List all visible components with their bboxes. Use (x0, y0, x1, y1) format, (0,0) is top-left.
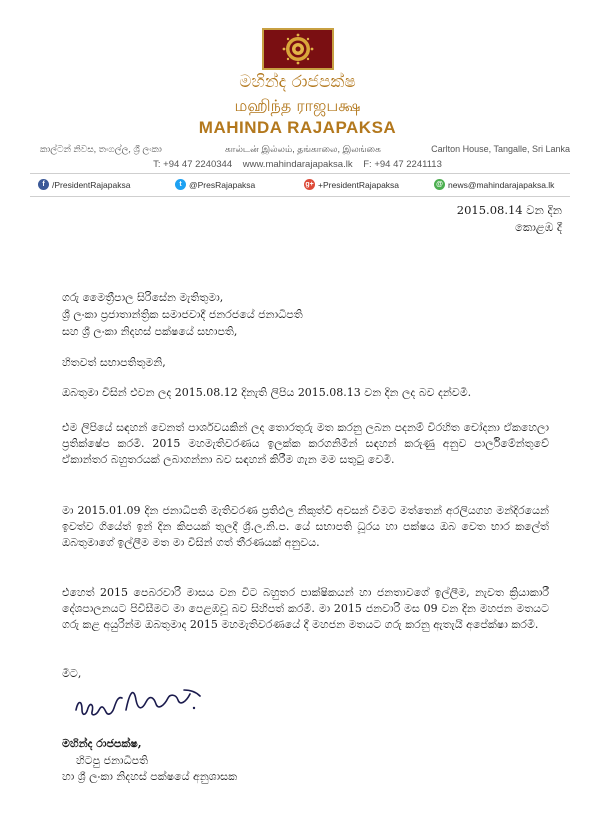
paragraph: මා 2015.01.09 දින ජනාධිපති මැතිවරණ ප්‍රතිඵල නිකුත්වී අවසන් වීමට මත්තෙන් අරලියගහ මන්දිරයෙන් ඉවත්ව ගියේත් ඉන් දින කිපයක් තුලදී ශ්‍රී.ල.නි.ප. යේ සභාපති ධූරය හා පක්ෂය ඔබ වෙත භාර කලේත් ඔබතුමාගේ ඉල්ලීම මත මා විසින් ගත් තීරණයක් අනුවය. (62, 504, 549, 550)
handwritten-signature (72, 680, 212, 730)
paragraph: එහෙත් 2015 පෙබරවාරි මාසය වන විට බහුතර පාක්ෂිකයන් හා ජනතාවගේ ඉල්ලීම, නැවත ක්‍රියාකාරී දේශපාලනයට පිවිසීමට මා පෙළඹවූ බව සිහිපත් කරමි. මා 2015 ජනවාරි මස 09 වන දින මහජන මතයට ගරු කළ අයුරින්ම ඔබතුමාද 2015 මහමැතිවරණයේ දී මහජන මතයට ගරු කරනු ඇතැයි අපේක්ෂා කරමි. (62, 586, 549, 632)
name-tamil: மஹிந்த ராஜபக்ஷ (234, 96, 361, 115)
letter-date: 2015.08.14 වන දින (456, 203, 562, 217)
letter-place: කොළඹ දී (514, 220, 562, 234)
address-row (30, 144, 570, 158)
address-sinhala: කාල්ටන් නිවස, තංගල්ල, ශ්‍රී ලංකා (40, 144, 162, 154)
facebook-icon: f (38, 179, 49, 190)
paragraph: ඔබතුමා විසින් එවන ලද 2015.08.12 දිනැති ලිපිය 2015.08.13 වන දින ලද බව දන්වමි. (62, 386, 472, 399)
social-bar (30, 173, 570, 197)
social-google-plus-text: +PresidentRajapaksa (318, 179, 400, 190)
signatory-title: හා ශ්‍රී ලංකා නිදහස් පක්ෂයේ අනුශාසක (62, 770, 238, 783)
lotus-emblem-icon (264, 30, 332, 68)
telephone: T: +94 47 2240344 (153, 159, 233, 170)
social-email[interactable] (434, 179, 554, 191)
social-facebook[interactable] (38, 179, 130, 191)
social-facebook-text: /PresidentRajapaksa (52, 179, 131, 190)
name-sinhala: මහින්ද රාජපක්ෂ (239, 72, 356, 92)
website-link[interactable]: www.mahindarajapaksa.lk (242, 159, 353, 170)
twitter-icon: t (175, 179, 186, 190)
email-icon: @ (434, 179, 445, 190)
social-email-text: news@mahindarajapaksa.lk (448, 179, 555, 190)
signatory-title: හිටපු ජනාධිපති (76, 753, 149, 767)
name-english: MAHINDA RAJAPAKSA (198, 118, 397, 137)
paragraph: එම ලිපියේ සඳහන් වෙනත් පාර්ශවයකින් ලද තොරතුරු මත කරනු ලබන පදනම් විරහිත චෝදනා ඒකහෙලා ප්‍රතික්ෂේප කරමි. 2015 මහමැතිවරණය ඉලක්ක කරගනිමින් සඳහන් කරුණු අනුව පාර්ලිමේන්තුවේ ඒකාන්තර බහුතරයක් ලබාගන්නා බව සඳහන් කිරීම ගැන මම සතුටු වෙමි. (62, 421, 549, 467)
social-google-plus[interactable] (304, 179, 399, 191)
address-english: Carlton House, Tangalle, Sri Lanka (431, 144, 570, 154)
recipient-line: ගරු මෛත්‍රීපාල සිරිසේන මැතිතුමා, (62, 291, 224, 304)
closing: මීට, (62, 667, 82, 680)
fax: F: +94 47 2241113 (363, 159, 442, 170)
social-twitter-text: @PresRajapaksa (189, 179, 256, 190)
salutation: හිතවත් සභාපතිතුමනි, (62, 356, 166, 369)
social-twitter[interactable] (175, 179, 255, 191)
google-plus-icon: g+ (305, 181, 314, 189)
address-tamil: கால்டன் இல்லம், தங்காலை, இலங்கை (225, 144, 381, 154)
contact-row (0, 159, 595, 170)
signatory-name: මහින්ද රාජපක්ෂ, (62, 737, 142, 750)
recipient-line: ශ්‍රී ලංකා ප්‍රජාතාන්ත්‍රික සමාජවාදී ජනරජයේ ජනාධිපති (62, 308, 303, 321)
emblem-logo (262, 28, 334, 70)
signature-block (62, 736, 237, 786)
recipient-line: සහ ශ්‍රී ලංකා නිදහස් පක්ෂයේ සභාපති, (62, 325, 238, 338)
